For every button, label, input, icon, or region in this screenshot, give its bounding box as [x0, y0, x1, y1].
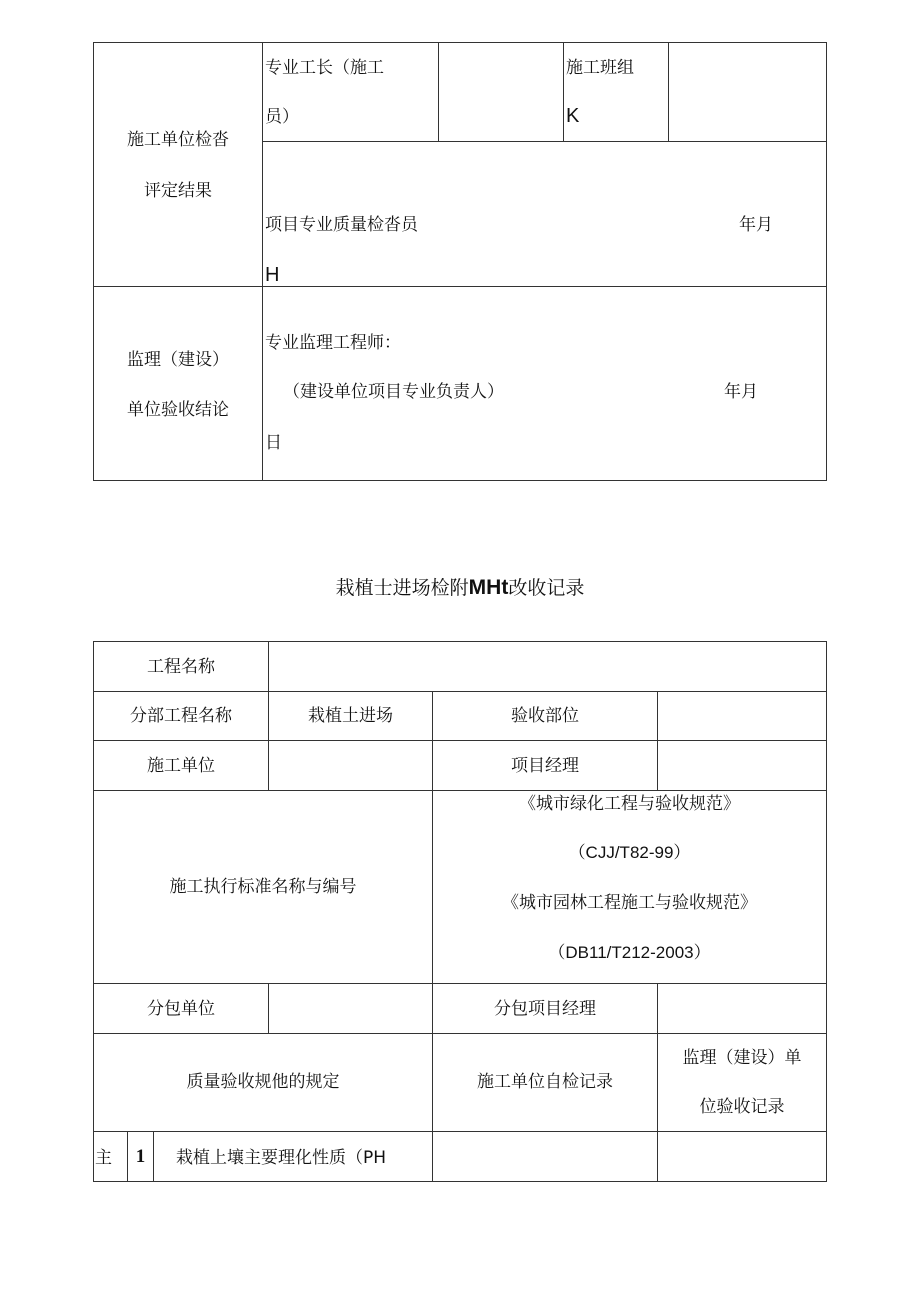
owner-rep-label: （建设单位项目专业负责人）	[283, 382, 504, 402]
sub-pm-label: 分包项目经理	[494, 999, 596, 1019]
mark-h: H	[265, 264, 280, 286]
date-year-month-2: 年月	[724, 382, 758, 402]
supervision-label-line1: 监理（建设）	[127, 350, 229, 370]
standard-line-1: 《城市绿化工程与验收规范》	[519, 794, 740, 814]
supervision-record-line2: 位验收记录	[699, 1097, 785, 1117]
date-year-month-1: 年月	[739, 215, 773, 235]
quality-inspector-label: 项目专业质量检沓员	[265, 215, 418, 235]
standard-line-4: （DB11/T212-2003）	[548, 943, 711, 962]
contractor-label: 施工单位	[147, 756, 215, 776]
standard-label: 施工执行标准名称与编号	[169, 877, 357, 897]
standard-line-2: （CJJ/T82-99）	[568, 843, 691, 862]
foreman-label-line1: 专业工长（施工	[265, 58, 384, 78]
project-name-label: 工程名称	[147, 657, 215, 677]
engineer-label: 专业监理工程师：	[265, 333, 401, 353]
subcontractor-label: 分包单位	[147, 999, 215, 1019]
supervision-record-line1: 监理（建设）单	[682, 1048, 802, 1068]
date-day: 日	[265, 433, 282, 453]
foreman-label-line2: 员）	[265, 107, 299, 127]
self-check-label: 施工单位自检记录	[477, 1072, 613, 1092]
inspect-label-line1: 施工单位检沓	[127, 130, 229, 150]
quality-rules-label: 质量验收规他的规定	[186, 1072, 340, 1092]
title-part2: MHt	[468, 576, 509, 599]
standard-line-3: 《城市园林工程施工与验收规范》	[502, 893, 757, 913]
supervision-label-line2: 单位验收结论	[127, 400, 229, 420]
subproject-label: 分部工程名称	[130, 706, 232, 726]
form-title	[0, 576, 920, 600]
item-number: 1	[135, 1146, 146, 1167]
pm-label: 项目经理	[511, 756, 579, 776]
subproject-value: 栽植土进场	[308, 706, 393, 726]
accept-part-label: 验收部位	[511, 706, 579, 726]
team-mark: K	[566, 105, 580, 127]
main-control-label: 主	[95, 1148, 112, 1168]
inspect-label-line2: 评定结果	[144, 181, 212, 201]
item-description: 栽植上壤主要理化性质（PH	[176, 1148, 387, 1168]
title-part1: 栽植士进场检附	[335, 577, 469, 599]
team-label: 施工班组	[566, 58, 634, 78]
title-part3: 改收记录	[508, 577, 585, 599]
